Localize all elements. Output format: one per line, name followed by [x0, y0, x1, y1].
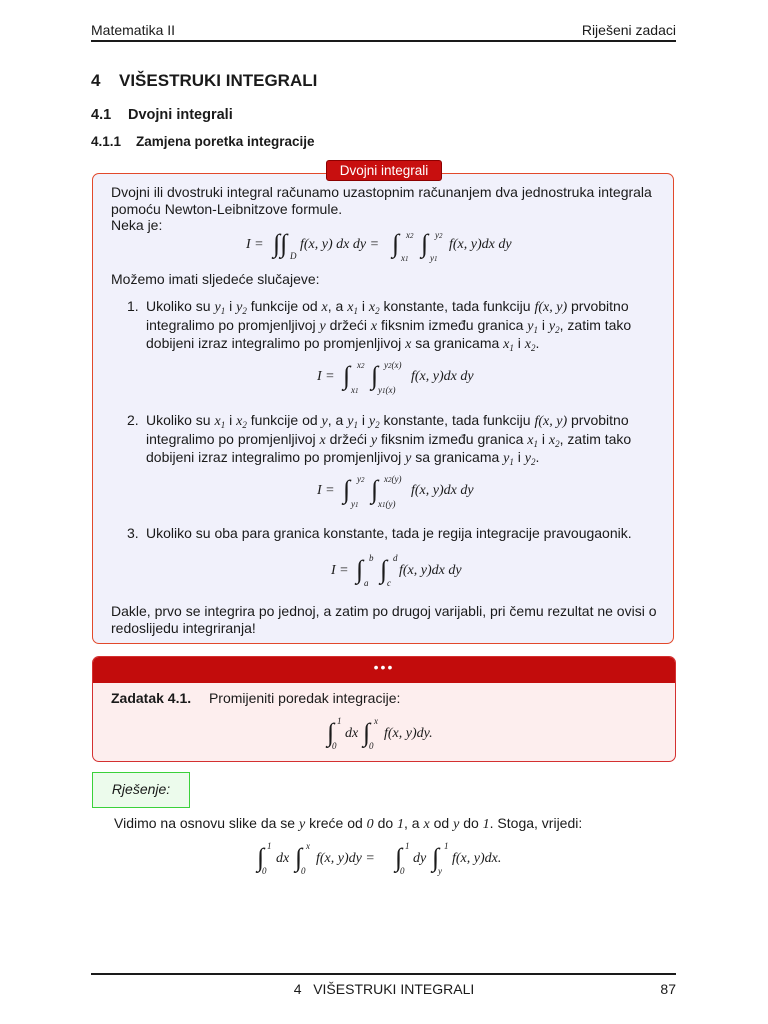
- case-2-text: Ukoliko su $x_1$ i $x_2$ funkcije od y, a $y_1$ i $y_2$ konstante, tada funkciju f(x, y) prvobitno integralimo po promjenljivoj x držeći y fiksnim između granica $x_1$ i $x_2$, zatim tako dobijeni izraz integralimo po promjenljivoj y sa granicama $y_1$ i $y_2$.: [146, 412, 632, 467]
- intro-line-3: Neka je:: [111, 217, 163, 233]
- task-formula: ∫ 1 0 dx ∫ x 0 f(x, y)dy.: [327, 716, 433, 751]
- cases-intro: Možemo imati sljedeće slučajeve:: [111, 271, 320, 287]
- case-1-number: 1.: [127, 298, 139, 314]
- definition-conclusion: [111, 603, 657, 636]
- definition-title: Dvojni integrali: [326, 160, 442, 181]
- subsection-number: 4.1: [91, 107, 112, 123]
- case-2-number: 2.: [127, 412, 139, 428]
- running-footer: 4 VIŠESTRUKI INTEGRALI: [293, 981, 475, 997]
- subsection-heading: [91, 107, 233, 123]
- section-number: 4: [91, 71, 101, 90]
- case-3-text: Ukoliko su oba para granica konstante, tada je regija integracije pravougaonik.: [146, 525, 632, 541]
- page-number: 87: [660, 981, 676, 997]
- subsubsection-heading: [91, 134, 315, 149]
- task-statement: [111, 690, 400, 707]
- definition-intro: [111, 184, 652, 234]
- subsubsection-title: Zamjena poretka integracije: [136, 134, 315, 149]
- case-1-text: Ukoliko su $y_1$ i $y_2$ funkcije od x, a $x_1$ i $x_2$ konstante, tada funkciju f(x, y) prvobitno integralimo po promjenljivoj y držeći x fiksnim između granica $y_1$ i $y_2$, zatim tako dobijeni izraz integralimo po promjenljivoj x sa granicama $x_1$ i $x_2$.: [146, 298, 632, 353]
- intro-line-1: Dvojni ili dvostruki integral računamo uzastopnim računanjem dva jednostruka integrala: [111, 184, 652, 200]
- solution-label-box: Rješenje:: [92, 772, 190, 808]
- section-title: VIŠESTRUKI INTEGRALI: [119, 71, 318, 90]
- ellipsis-icon: •••: [373, 659, 395, 675]
- subsection-title: Dvojni integrali: [128, 107, 233, 123]
- solution-text: Vidimo na osnovu slike da se y kreće od 0 do 1, a x od y do 1. Stoga, vrijedi:: [114, 815, 583, 832]
- subsubsection-number: 4.1.1: [91, 134, 122, 149]
- case-3-number: 3.: [127, 525, 139, 541]
- footer-rule: [91, 973, 676, 975]
- case-2-formula: I = ∫ y2 y1 ∫ x2(y) x1(y) f(x, y)dx dy: [317, 474, 474, 509]
- double-integral-formula: I = ∫∫ D f(x, y) dx dy = ∫ x2 x1 ∫ y2 y1 f(x, y)dx dy: [246, 229, 512, 263]
- task-label: Zadatak 4.1.: [111, 690, 192, 706]
- conclusion-line-2: redoslijedu integriranja!: [111, 619, 256, 636]
- intro-line-2: pomoću Newton-Leibnitzove formule.: [111, 200, 343, 217]
- section-heading: [91, 71, 317, 91]
- case-1-formula: I = ∫ x2 x1 ∫ y2(x) y1(x) f(x, y)dx dy: [317, 360, 474, 395]
- task-text: Promijeniti poredak integracije:: [208, 690, 401, 706]
- solution-formula: ∫ 1 0 dx ∫ x 0 f(x, y)dy = ∫ 1 0 dy ∫ 1 y f(x, y)dx.: [257, 841, 502, 876]
- header-rule: [91, 40, 676, 42]
- case-3-formula: I = ∫ b a ∫ d c f(x, y)dx dy: [331, 553, 462, 588]
- running-header-left: Matematika II: [91, 22, 176, 38]
- conclusion-line-1: Dakle, prvo se integrira po jednoj, a zatim po drugoj varijabli, pri čemu rezultat ne ovisi o: [111, 603, 657, 619]
- running-header-right: Riješeni zadaci: [581, 22, 676, 38]
